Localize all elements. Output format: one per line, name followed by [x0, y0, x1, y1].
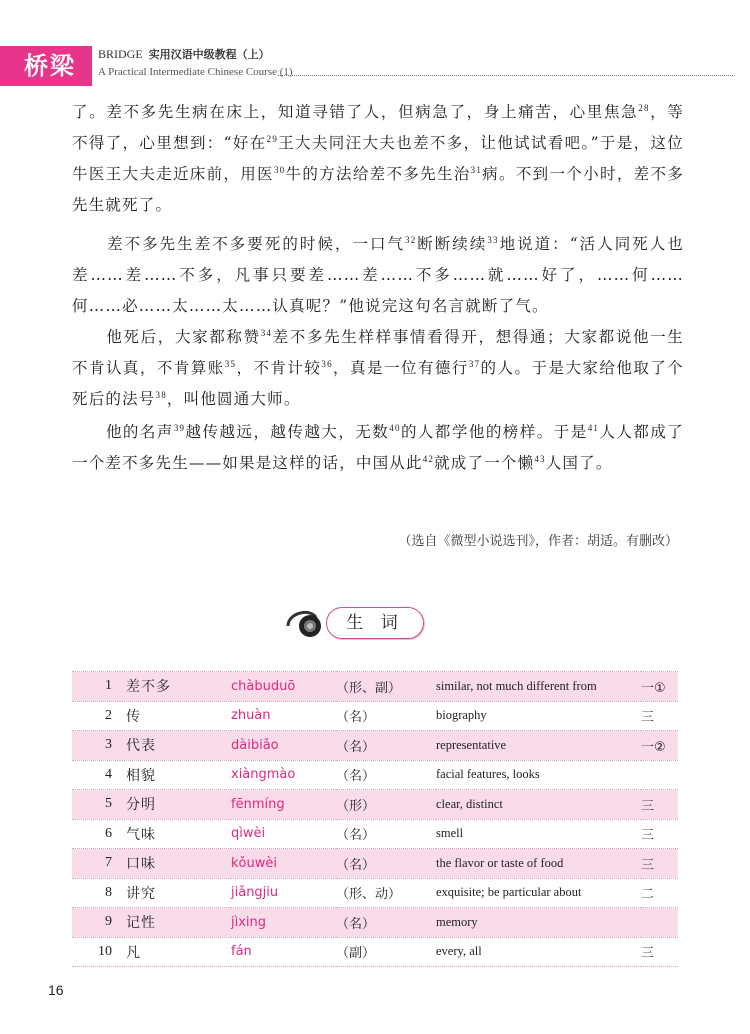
vocab-word: 凡 [120, 937, 231, 967]
series-name: BRIDGE [98, 47, 143, 61]
table-row [72, 849, 678, 879]
footnote-marker: 32 [405, 235, 417, 245]
headphones-icon [282, 604, 322, 640]
vocab-definition: representative [436, 731, 641, 761]
vocab-number: 2 [72, 701, 120, 731]
vocab-pinyin: kǒuwèi [231, 849, 336, 879]
vocab-pinyin: xiàngmào [231, 760, 336, 790]
source-note: （选自《微型小说选刊》，作者：胡适。有删改） [398, 534, 678, 549]
vocab-word: 气味 [120, 819, 231, 849]
table-row [72, 731, 678, 761]
vocab-pinyin: jiǎngjiu [231, 878, 336, 908]
header-title [98, 46, 270, 62]
vocab-level [641, 908, 678, 938]
footnote-marker: 35 [224, 359, 237, 369]
vocab-pinyin: zhuàn [231, 701, 336, 731]
book-title-cn: 实用汉语中级教程（上） [148, 48, 270, 61]
paragraph-text: ，叫他圆通大师。 [166, 390, 301, 408]
footnote-marker: 37 [468, 359, 481, 369]
paragraph-text: 了。差不多先生病在床上，知道寻错了人，但病急了，身上痛苦，心里焦急 [72, 103, 639, 121]
paragraph-text: 就成了一个懒 [434, 454, 535, 472]
vocab-word: 记性 [120, 908, 231, 938]
vocab-word: 口味 [120, 849, 231, 879]
paragraph-text: 他的名声 [72, 423, 174, 441]
vocab-number: 8 [72, 878, 120, 908]
paragraph-text: ，等不得了，心里想到：“好在 [72, 103, 684, 152]
vocab-word: 差不多 [120, 672, 231, 702]
vocab-part-of-speech: （形、动） [336, 878, 436, 908]
vocab-part-of-speech: （名） [336, 849, 436, 879]
footnote-marker: 43 [534, 454, 546, 464]
paragraph-text: 病。不到一个小时，差不多先生就死了。 [72, 165, 685, 214]
footnote-marker: 36 [321, 359, 333, 369]
table-row [72, 701, 678, 731]
paragraph-text: 差不多先生样样事情看得开，想得通；大家都说他一生不肯认真，不肯算账 [72, 328, 684, 377]
vocab-section-title: 生 词 [326, 607, 424, 639]
footnote-marker: 34 [260, 328, 273, 338]
book-logo: 桥梁 [24, 52, 76, 80]
paragraph-text: 王大夫同汪大夫也差不多，让他试试看吧。”于是，这位牛医王大夫走近床前，用医 [72, 134, 684, 183]
vocab-definition: facial features, looks [436, 760, 641, 790]
vocab-definition: similar, not much different from [436, 672, 641, 702]
footnote-marker: 41 [587, 423, 600, 433]
vocab-word: 传 [120, 701, 231, 731]
paragraph-text: 断断续续 [416, 235, 488, 253]
paragraph-3 [72, 322, 684, 415]
vocab-word: 代表 [120, 731, 231, 761]
paragraph-text: 的人。于是大家给他取了个死后的法号 [72, 359, 684, 408]
vocab-pinyin: fán [231, 937, 336, 967]
paragraph-text: 牛的方法给差不多先生治 [285, 165, 471, 183]
footnote-marker: 30 [273, 165, 286, 175]
vocab-definition: memory [436, 908, 641, 938]
footnote-marker: 39 [173, 423, 186, 433]
table-row [72, 937, 678, 967]
vocab-number: 9 [72, 908, 120, 938]
table-row [72, 819, 678, 849]
table-row [72, 790, 678, 820]
vocab-pinyin: fēnmíng [231, 790, 336, 820]
paragraph-text: ，真是一位有德行 [332, 359, 469, 377]
footnote-marker: 33 [487, 235, 499, 245]
paragraph-text: 差不多先生差不多要死的时候，一口气 [72, 235, 406, 253]
vocab-definition: exquisite; be particular about [436, 878, 641, 908]
vocab-definition: the flavor or taste of food [436, 849, 641, 879]
page-number: 16 [48, 982, 64, 998]
vocab-level: 一② [641, 731, 678, 761]
paragraph-1 [72, 97, 684, 221]
vocab-level [641, 760, 678, 790]
paragraph-text: ，不肯计较 [236, 359, 322, 377]
paragraph-text: 地说道：“活人同死人也差……差……不多，凡事只要差……差……不多……就……好了，……何……何……必……太……太……认真呢？”他说完这句名言就断了气。 [72, 235, 684, 315]
paragraph-text: 他死后，大家都称赞 [72, 328, 261, 346]
vocab-table [72, 671, 678, 967]
paragraph-4 [72, 417, 684, 479]
vocab-definition: clear, distinct [436, 790, 641, 820]
vocab-definition: every, all [436, 937, 641, 967]
vocab-part-of-speech: （名） [336, 731, 436, 761]
vocab-number: 7 [72, 849, 120, 879]
vocab-part-of-speech: （名） [336, 819, 436, 849]
vocab-level: 三 [641, 701, 678, 731]
paragraph-2 [72, 229, 684, 322]
vocab-part-of-speech: （名） [336, 908, 436, 938]
table-row [72, 760, 678, 790]
vocab-word: 讲究 [120, 878, 231, 908]
vocab-level: 三 [641, 819, 678, 849]
paragraph-text: 的人都学他的榜样。于是 [400, 423, 588, 441]
vocab-definition: biography [436, 701, 641, 731]
vocab-number: 10 [72, 937, 120, 967]
vocab-number: 5 [72, 790, 120, 820]
footnote-marker: 31 [470, 165, 483, 175]
vocab-part-of-speech: （形） [336, 790, 436, 820]
vocab-number: 6 [72, 819, 120, 849]
vocab-level: 三 [641, 790, 678, 820]
footnote-marker: 40 [389, 423, 401, 433]
vocab-level: 一① [641, 672, 678, 702]
vocab-number: 4 [72, 760, 120, 790]
footnote-marker: 38 [155, 390, 167, 400]
vocab-pinyin: qìwèi [231, 819, 336, 849]
vocab-part-of-speech: （形、副） [336, 672, 436, 702]
vocab-word: 分明 [120, 790, 231, 820]
book-title-en: A Practical Intermediate Chinese Course (1) [98, 66, 293, 78]
table-row [72, 878, 678, 908]
footnote-marker: 28 [638, 103, 650, 113]
vocab-number: 1 [72, 672, 120, 702]
vocab-number: 3 [72, 731, 120, 761]
vocab-level: 三 [641, 937, 678, 967]
footnote-marker: 42 [422, 454, 435, 464]
paragraph-text: 人人都成了一个差不多先生——如果是这样的话，中国从此 [72, 423, 684, 472]
footnote-marker: 29 [266, 134, 279, 144]
vocab-word: 相貌 [120, 760, 231, 790]
vocab-pinyin: chàbuduō [231, 672, 336, 702]
paragraph-text: 人国了。 [545, 454, 613, 472]
vocab-definition: smell [436, 819, 641, 849]
vocab-level: 二 [641, 878, 678, 908]
header-divider [278, 75, 733, 76]
vocab-part-of-speech: （副） [336, 937, 436, 967]
table-row [72, 672, 678, 702]
vocab-level: 三 [641, 849, 678, 879]
paragraph-text: 越传越远，越传越大，无数 [185, 423, 390, 441]
table-row [72, 908, 678, 938]
vocab-pinyin: jìxing [231, 908, 336, 938]
vocab-part-of-speech: （名） [336, 701, 436, 731]
vocab-part-of-speech: （名） [336, 760, 436, 790]
vocab-pinyin: dàibiǎo [231, 731, 336, 761]
